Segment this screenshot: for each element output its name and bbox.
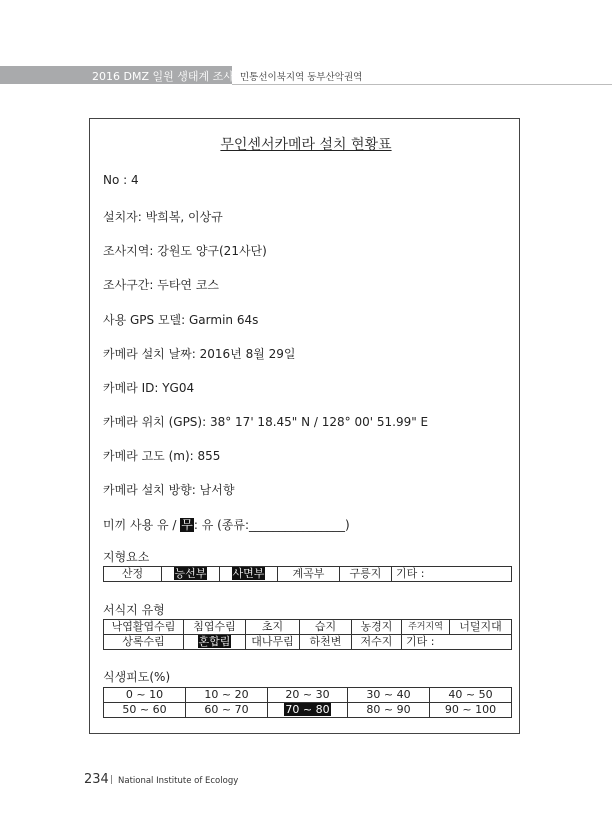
- selected-option: 능선부: [174, 567, 207, 580]
- habitat-option: 상록수림: [104, 635, 184, 650]
- field-install-date: 카메라 설치 날짜: 2016년 8월 29일: [103, 347, 296, 361]
- density-table: [103, 687, 512, 718]
- density-heading: 식생피도(%): [103, 670, 171, 684]
- field-gps-model: 사용 GPS 모델: Garmin 64s: [103, 313, 259, 327]
- habitat-row: [104, 620, 512, 635]
- report-subtitle: 민통선이북지역 동부산악권역: [240, 72, 363, 83]
- footer-organization: National Institute of Ecology: [118, 776, 239, 786]
- field-no: No : 4: [103, 173, 139, 187]
- habitat-table: [103, 619, 512, 650]
- field-bait: [103, 516, 350, 533]
- density-option: 90 ~ 100: [430, 703, 512, 718]
- selected-option: 혼합림: [198, 635, 231, 648]
- terrain-option: 구릉지: [340, 567, 392, 582]
- habitat-option: 주거지역: [402, 620, 450, 635]
- bait-suffix: : 유 (종류:________________): [193, 518, 350, 532]
- form-title: [0, 134, 612, 154]
- bait-selected: 무: [181, 518, 193, 532]
- habitat-row: [104, 635, 512, 650]
- selected-option: 사면부: [232, 567, 265, 580]
- habitat-heading: 서식지 유형: [103, 603, 165, 617]
- habitat-option: 초지: [246, 620, 300, 635]
- terrain-row: [104, 567, 512, 582]
- habitat-option: 침엽수림: [184, 620, 246, 635]
- field-direction: 카메라 설치 방향: 남서향: [103, 483, 235, 497]
- density-row: [104, 688, 512, 703]
- habitat-option: [184, 635, 246, 650]
- habitat-option: 너덜지대: [450, 620, 512, 635]
- density-option: 50 ~ 60: [104, 703, 186, 718]
- form-title-text: 무인센서카메라 설치 현황표: [220, 137, 392, 153]
- footer-separator: |: [110, 775, 114, 785]
- terrain-table: [103, 566, 512, 582]
- field-section: 조사구간: 두타연 코스: [103, 278, 220, 292]
- bait-prefix: 미끼 사용 유 /: [103, 518, 181, 532]
- field-gps-position: 카메라 위치 (GPS): 38° 17' 18.45" N / 128° 00' 51.99" E: [103, 415, 429, 429]
- header-rule: [232, 84, 612, 85]
- density-option: 60 ~ 70: [186, 703, 268, 718]
- selected-option: 70 ~ 80: [285, 703, 330, 716]
- density-option: 30 ~ 40: [348, 688, 430, 703]
- habitat-option: 농경지: [352, 620, 402, 635]
- terrain-option: 산정: [104, 567, 162, 582]
- terrain-option: [162, 567, 220, 582]
- terrain-option: [220, 567, 278, 582]
- habitat-option: 낙엽활엽수림: [104, 620, 184, 635]
- density-option: [268, 703, 348, 718]
- density-option: 40 ~ 50: [430, 688, 512, 703]
- habitat-option: 저수지: [352, 635, 402, 650]
- habitat-option: 하천변: [300, 635, 352, 650]
- habitat-option: 기타 :: [402, 635, 512, 650]
- habitat-option: 습지: [300, 620, 352, 635]
- field-installer: 설치자: 박희복, 이상규: [103, 210, 223, 224]
- page-number: 234: [84, 772, 109, 787]
- terrain-option: 계곡부: [278, 567, 340, 582]
- field-altitude: 카메라 고도 (m): 855: [103, 449, 221, 463]
- field-region: 조사지역: 강원도 양구(21사단): [103, 244, 267, 258]
- density-option: 0 ~ 10: [104, 688, 186, 703]
- report-title: 2016 DMZ 일원 생태계 조사: [92, 70, 234, 83]
- density-option: 10 ~ 20: [186, 688, 268, 703]
- density-row: [104, 703, 512, 718]
- field-camera-id: 카메라 ID: YG04: [103, 381, 195, 395]
- density-option: 80 ~ 90: [348, 703, 430, 718]
- terrain-heading: 지형요소: [103, 550, 150, 564]
- density-option: 20 ~ 30: [268, 688, 348, 703]
- habitat-option: 대나무림: [246, 635, 300, 650]
- terrain-option: 기타 :: [392, 567, 512, 582]
